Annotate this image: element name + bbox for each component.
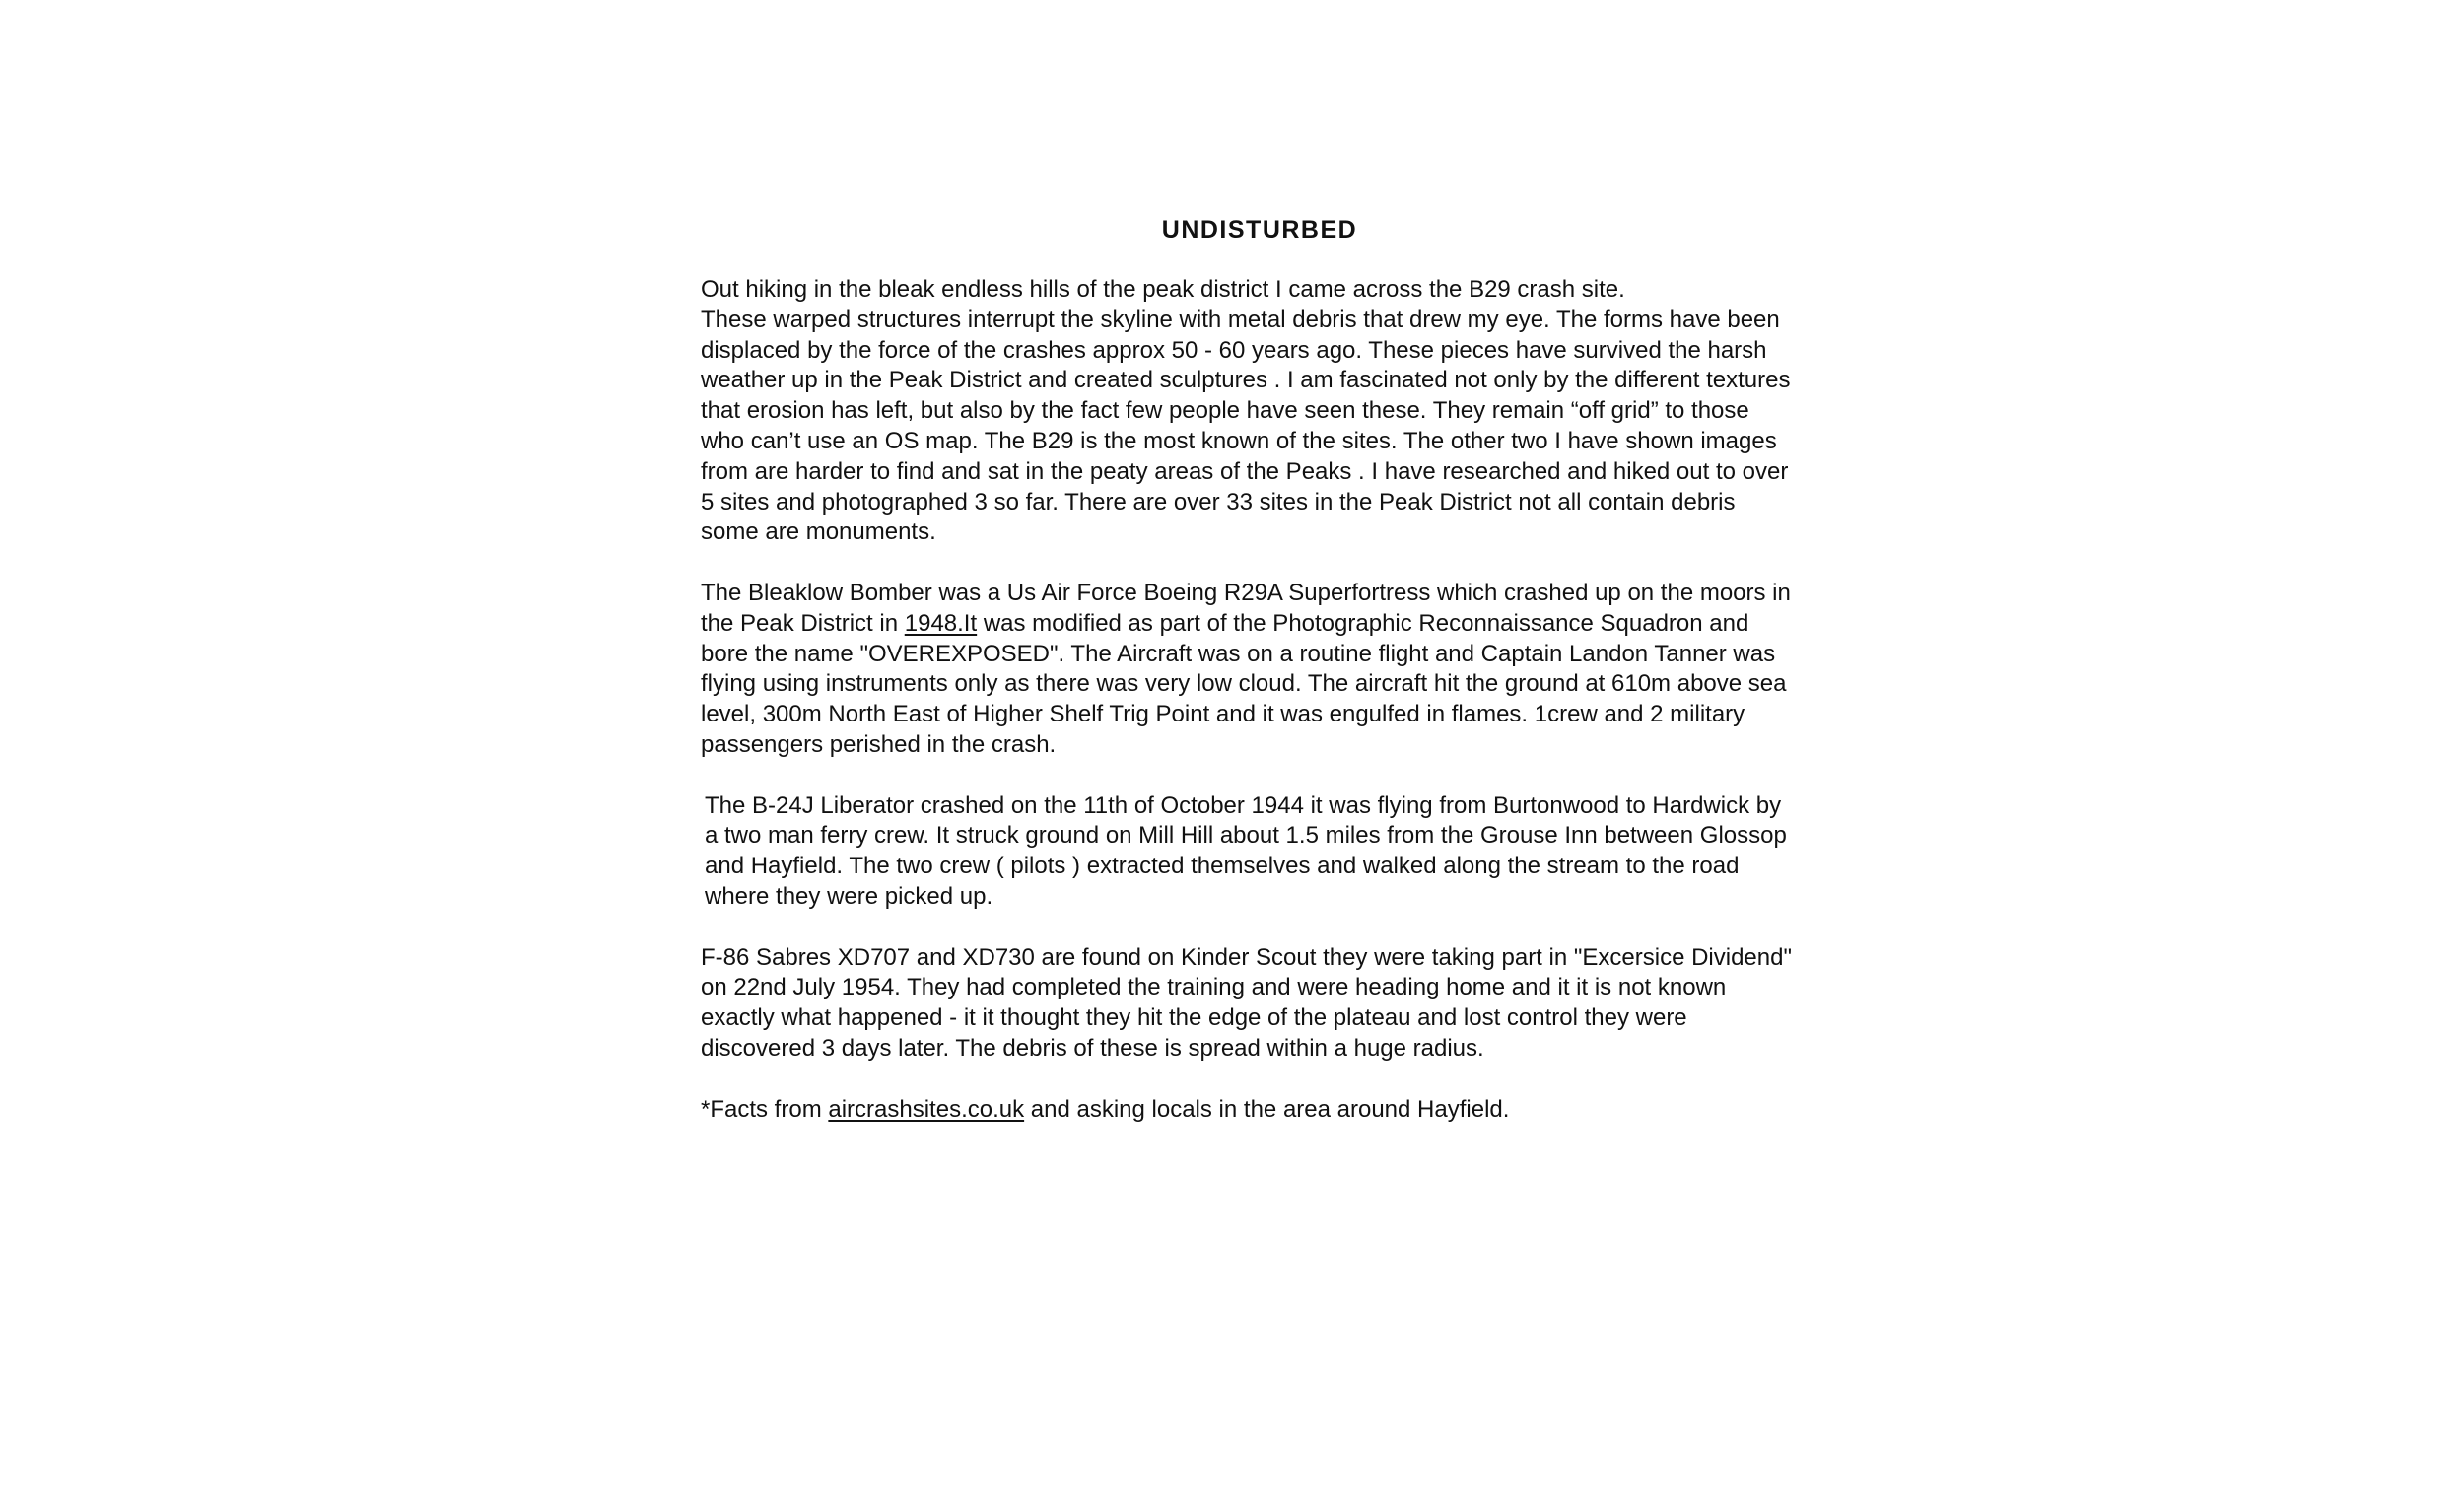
facts-text-end: and asking locals in the area around Hayfield. xyxy=(1024,1095,1510,1123)
sabres-paragraph: F-86 Sabres XD707 and XD730 are found on Kinder Scout they were taking part in "Excersice Dividend" on 22nd July 1954. They had completed the training and were heading home and it it is not known exactly what happened - it it thought they hit the edge of the plateau and lost control they were discovered 3 days later. The debris of these is spread within a huge radius. xyxy=(701,943,1792,1062)
facts-paragraph xyxy=(701,1095,1795,1126)
aircrashsites-link[interactable]: aircrashsites.co.uk xyxy=(828,1095,1025,1123)
intro-paragraph xyxy=(701,275,1795,548)
bleaklow-bomber-paragraph xyxy=(701,579,1795,761)
intro-first-line: Out hiking in the bleak endless hills of the peak district I came across the B29 crash site. xyxy=(701,276,1625,303)
article xyxy=(701,215,1795,1155)
bleaklow-text-end: was modified as part of the Photographic Reconnaissance Squadron and bore the name "OVEREXPOSED". The Aircraft was on a routine flight and Captain Landon Tanner was flying using instruments only as there was very low cloud. The aircraft hit the ground at 610m above sea level, 300m North East of Higher Shelf Trig Point and it was engulfed in flames. 1crew and 2 military passengers perished in the crash. xyxy=(701,609,1787,758)
year-link[interactable]: 1948.It xyxy=(904,609,978,637)
page-title: UNDISTURBED xyxy=(1161,216,1358,243)
bleaklow-text-start: The Bleaklow Bomber was a Us Air Force Boeing R29A Superfortress which crashed up on the moors in the Peak District in xyxy=(701,579,1791,637)
intro-body: These warped structures interrupt the skyline with metal debris that drew my eye. The forms have been displaced by the force of the crashes approx 50 - 60 years ago. These pieces have survived the harsh weather up in the Peak District and created sculptures . I am fascinated not only by the different textures that erosion has left, but also by the fact few people have seen these. They remain “off grid” to those who can’t use an OS map. The B29 is the most known of the sites. The other two I have shown images from are harder to find and sat in the peaty areas of the Peaks . I have researched and hiked out to over 5 sites and photographed 3 so far. There are over 33 sites in the Peak District not all contain debris some are monuments. xyxy=(701,306,1791,546)
facts-text-start: *Facts from xyxy=(701,1095,829,1123)
liberator-paragraph: The B-24J Liberator crashed on the 11th of October 1944 it was flying from Burtonwood to Hardwick by a two man ferry crew. It struck ground on Mill Hill about 1.5 miles from the Grouse Inn between Glossop and Hayfield. The two crew ( pilots ) extracted themselves and walked along the stream to the road where they were picked up. xyxy=(705,791,1787,910)
